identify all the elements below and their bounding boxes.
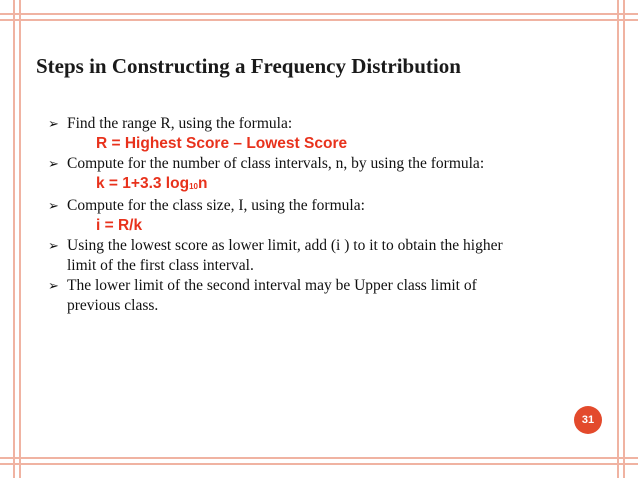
step-5 bbox=[48, 276, 588, 316]
step-5-text-line1: The lower limit of the second interval may be Upper class limit of bbox=[67, 277, 477, 294]
arrow-bullet-icon: ➢ bbox=[48, 198, 59, 213]
frame-right-border bbox=[617, 0, 625, 478]
arrow-bullet-icon: ➢ bbox=[48, 278, 59, 293]
step-2-text: Compute for the number of class intervals, n, by using the formula: bbox=[67, 155, 485, 172]
step-1 bbox=[48, 114, 588, 134]
arrow-bullet-icon: ➢ bbox=[48, 116, 59, 131]
arrow-bullet-icon: ➢ bbox=[48, 238, 59, 253]
step-4-text-line2: limit of the first class interval. bbox=[67, 257, 254, 274]
step-1-formula: R = Highest Score – Lowest Score bbox=[96, 135, 348, 152]
steps-list bbox=[48, 114, 588, 316]
step-5-text-line2: previous class. bbox=[67, 297, 159, 314]
frame-top-border bbox=[0, 13, 638, 21]
step-2 bbox=[48, 154, 588, 174]
step-2-formula bbox=[48, 174, 588, 196]
arrow-bullet-icon: ➢ bbox=[48, 156, 59, 171]
frame-left-border bbox=[13, 0, 21, 478]
step-1-text: Find the range R, using the formula: bbox=[67, 115, 293, 132]
step-3 bbox=[48, 196, 588, 216]
step-2-formula-prefix: k = 1+3.3 log bbox=[96, 175, 190, 192]
step-3-formula: i = R/k bbox=[96, 217, 143, 234]
slide-title: Steps in Constructing a Frequency Distribution bbox=[36, 54, 461, 78]
page-number-badge: 31 bbox=[574, 406, 602, 434]
step-4-text-line1: Using the lowest score as lower limit, add (i ) to it to obtain the higher bbox=[67, 237, 503, 254]
step-2-formula-subscript: 10 bbox=[189, 182, 198, 191]
step-3-text: Compute for the class size, I, using the formula: bbox=[67, 197, 365, 214]
step-4 bbox=[48, 236, 588, 276]
step-2-formula-suffix: n bbox=[197, 175, 208, 192]
frame-bottom-border bbox=[0, 457, 638, 465]
